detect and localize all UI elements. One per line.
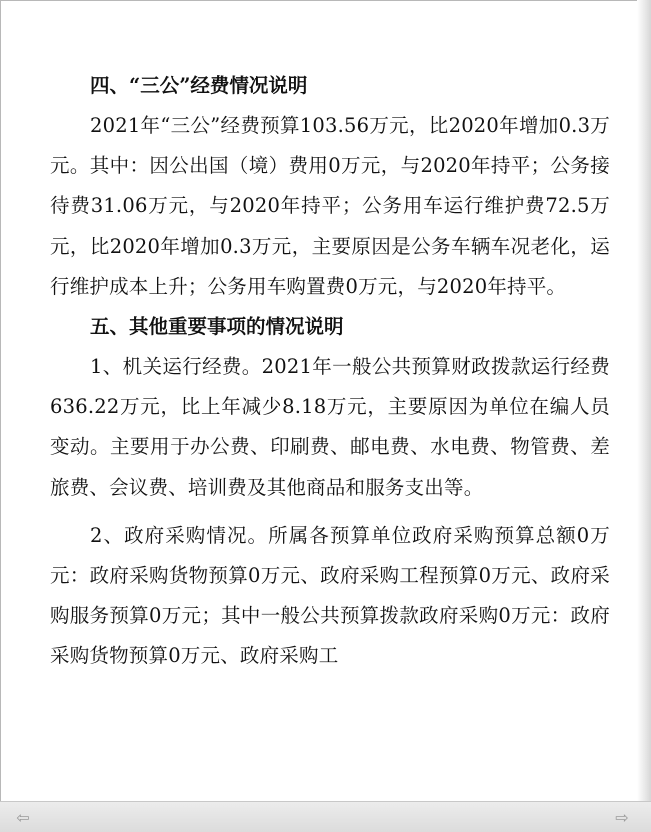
- section-5-item-2: 2、政府采购情况。所属各预算单位政府采购预算总额0万元：政府采购货物预算0万元、政府采购工程预算0万元、政府采购服务预算0万元；其中一般公共预算拨款政府采购0万元：政府采购货物预算0万元、政府采购工: [50, 523, 610, 668]
- left-arrow-icon[interactable]: ⇦: [16, 807, 30, 827]
- page-edge-shadow: [637, 0, 651, 832]
- section-4-heading: 四、“三公”经费情况说明: [90, 74, 308, 97]
- section-5-item-1: 1、机关运行经费。2021年一般公共预算财政拨款运行经费636.22万元，比上年减少8.18万元，主要原因为单位在编人员变动。主要用于办公费、印刷费、邮电费、水电费、物管费、差旅费、会议费、培训费及其他商品和服务支出等。: [50, 355, 610, 499]
- section-5-heading: 五、其他重要事项的情况说明: [90, 315, 344, 339]
- document-page: [50, 66, 610, 677]
- paragraph-gap: [50, 508, 610, 516]
- section-4-paragraph: 2021年“三公”经费预算103.56万元，比2020年增加0.3万元。其中：因公出国（境）费用0万元，与2020年持平；公务接待费31.06万元，与2020年持平；公务用车运行维护费72.5万元，比2020年增加0.3万元，主要原因是公务车辆车况老化，运行维护成本上升；公务用车购置费0万元，与2020年持平。: [50, 114, 610, 298]
- right-arrow-icon[interactable]: ⇨: [615, 807, 629, 827]
- viewer-nav-bar: [0, 801, 651, 832]
